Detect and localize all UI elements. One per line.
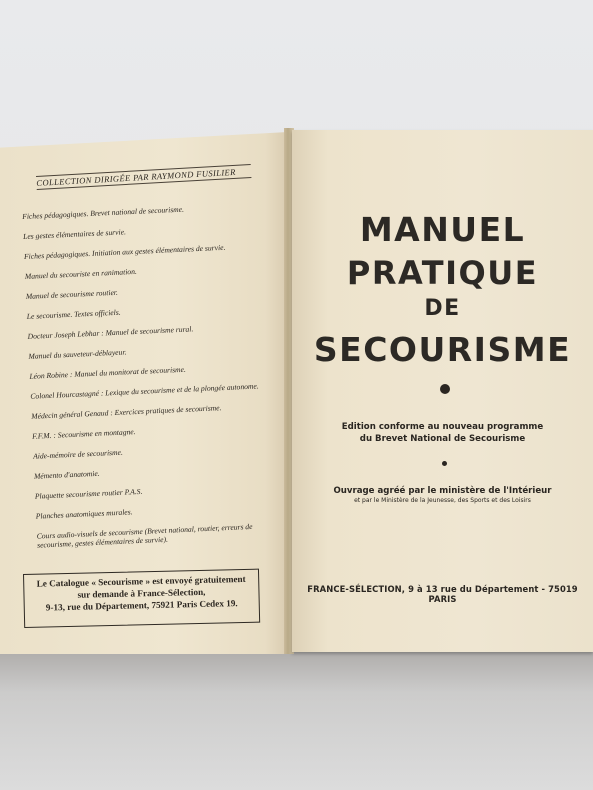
list-item: Fiches pédagogiques. Brevet national de secourisme. — [22, 204, 185, 221]
list-item: Le secourisme. Textes officiels. — [26, 307, 121, 321]
list-item: Cours audio-visuels de secourisme (Brevet national, routier, erreurs de secourisme, gestes élémentaires de survie). — [36, 521, 253, 550]
list-item: Plaquette secourisme routier P.A.S. — [34, 486, 143, 501]
small-bullet-icon — [442, 461, 447, 466]
catalogue-line: Le Catalogue « Secourisme » est envoyé gratuitement — [36, 573, 246, 589]
title-line-pratique: PRATIQUE — [346, 254, 539, 292]
list-item: Manuel de secourisme routier. — [25, 287, 119, 301]
list-item: Planches anatomiques murales. — [35, 507, 133, 521]
list-item: Colonel Hourcastagné : Lexique du secourisme et de la plongée autonome. — [30, 381, 259, 401]
publisher-address: FRANCE-SÉLECTION, 9 à 13 rue du Département - 75019 PARIS — [307, 584, 578, 604]
edition-line: du Brevet National de Secourisme — [359, 434, 526, 444]
list-item: Les gestes élémentaires de survie. — [22, 227, 127, 241]
catalogue-notice — [23, 569, 260, 628]
bullet-icon — [440, 384, 450, 394]
publication-list — [22, 201, 283, 561]
title-line-secourisme: SECOURISME — [313, 330, 572, 369]
list-item: Manuel du sauveteur-déblayeur. — [28, 347, 127, 361]
approval-subline: et par le Ministère de la Jeunesse, des Sports et des Loisirs — [354, 497, 531, 504]
list-item: Aide-mémoire de secourisme. — [32, 447, 123, 461]
title-line-manuel: MANUEL — [359, 210, 526, 249]
list-item: Fiches pédagogiques. Initiation aux gestes élémentaires de survie. — [23, 242, 226, 261]
table-shadow — [0, 640, 593, 790]
list-item: Manuel du secouriste en ranimation. — [24, 266, 138, 281]
title-line-de: DE — [424, 296, 461, 321]
approval-note — [292, 486, 593, 506]
list-item: F.F.M. : Secourisme en montagne. — [31, 427, 136, 441]
approval-line: Ouvrage agréé par le ministère de l'Intérieur — [333, 486, 552, 496]
edition-line: Edition conforme au nouveau programme — [341, 422, 544, 432]
collection-header: COLLECTION DIRIGÉE PAR RAYMOND FUSILIER — [36, 164, 251, 190]
catalogue-line: 9-13, rue du Département, 75921 Paris Cedex 19. — [45, 598, 238, 613]
list-item: Léon Robine : Manuel du monitorat de secourisme. — [29, 364, 187, 381]
catalogue-line: sur demande à France-Sélection, — [77, 586, 206, 600]
list-item: Médecin général Genaud : Exercices pratiques de secourisme. — [31, 403, 222, 421]
list-item: Docteur Joseph Lebhar : Manuel de secourisme rural. — [27, 324, 194, 341]
list-item: Mémento d'anatomie. — [33, 468, 100, 481]
edition-note — [292, 421, 593, 445]
